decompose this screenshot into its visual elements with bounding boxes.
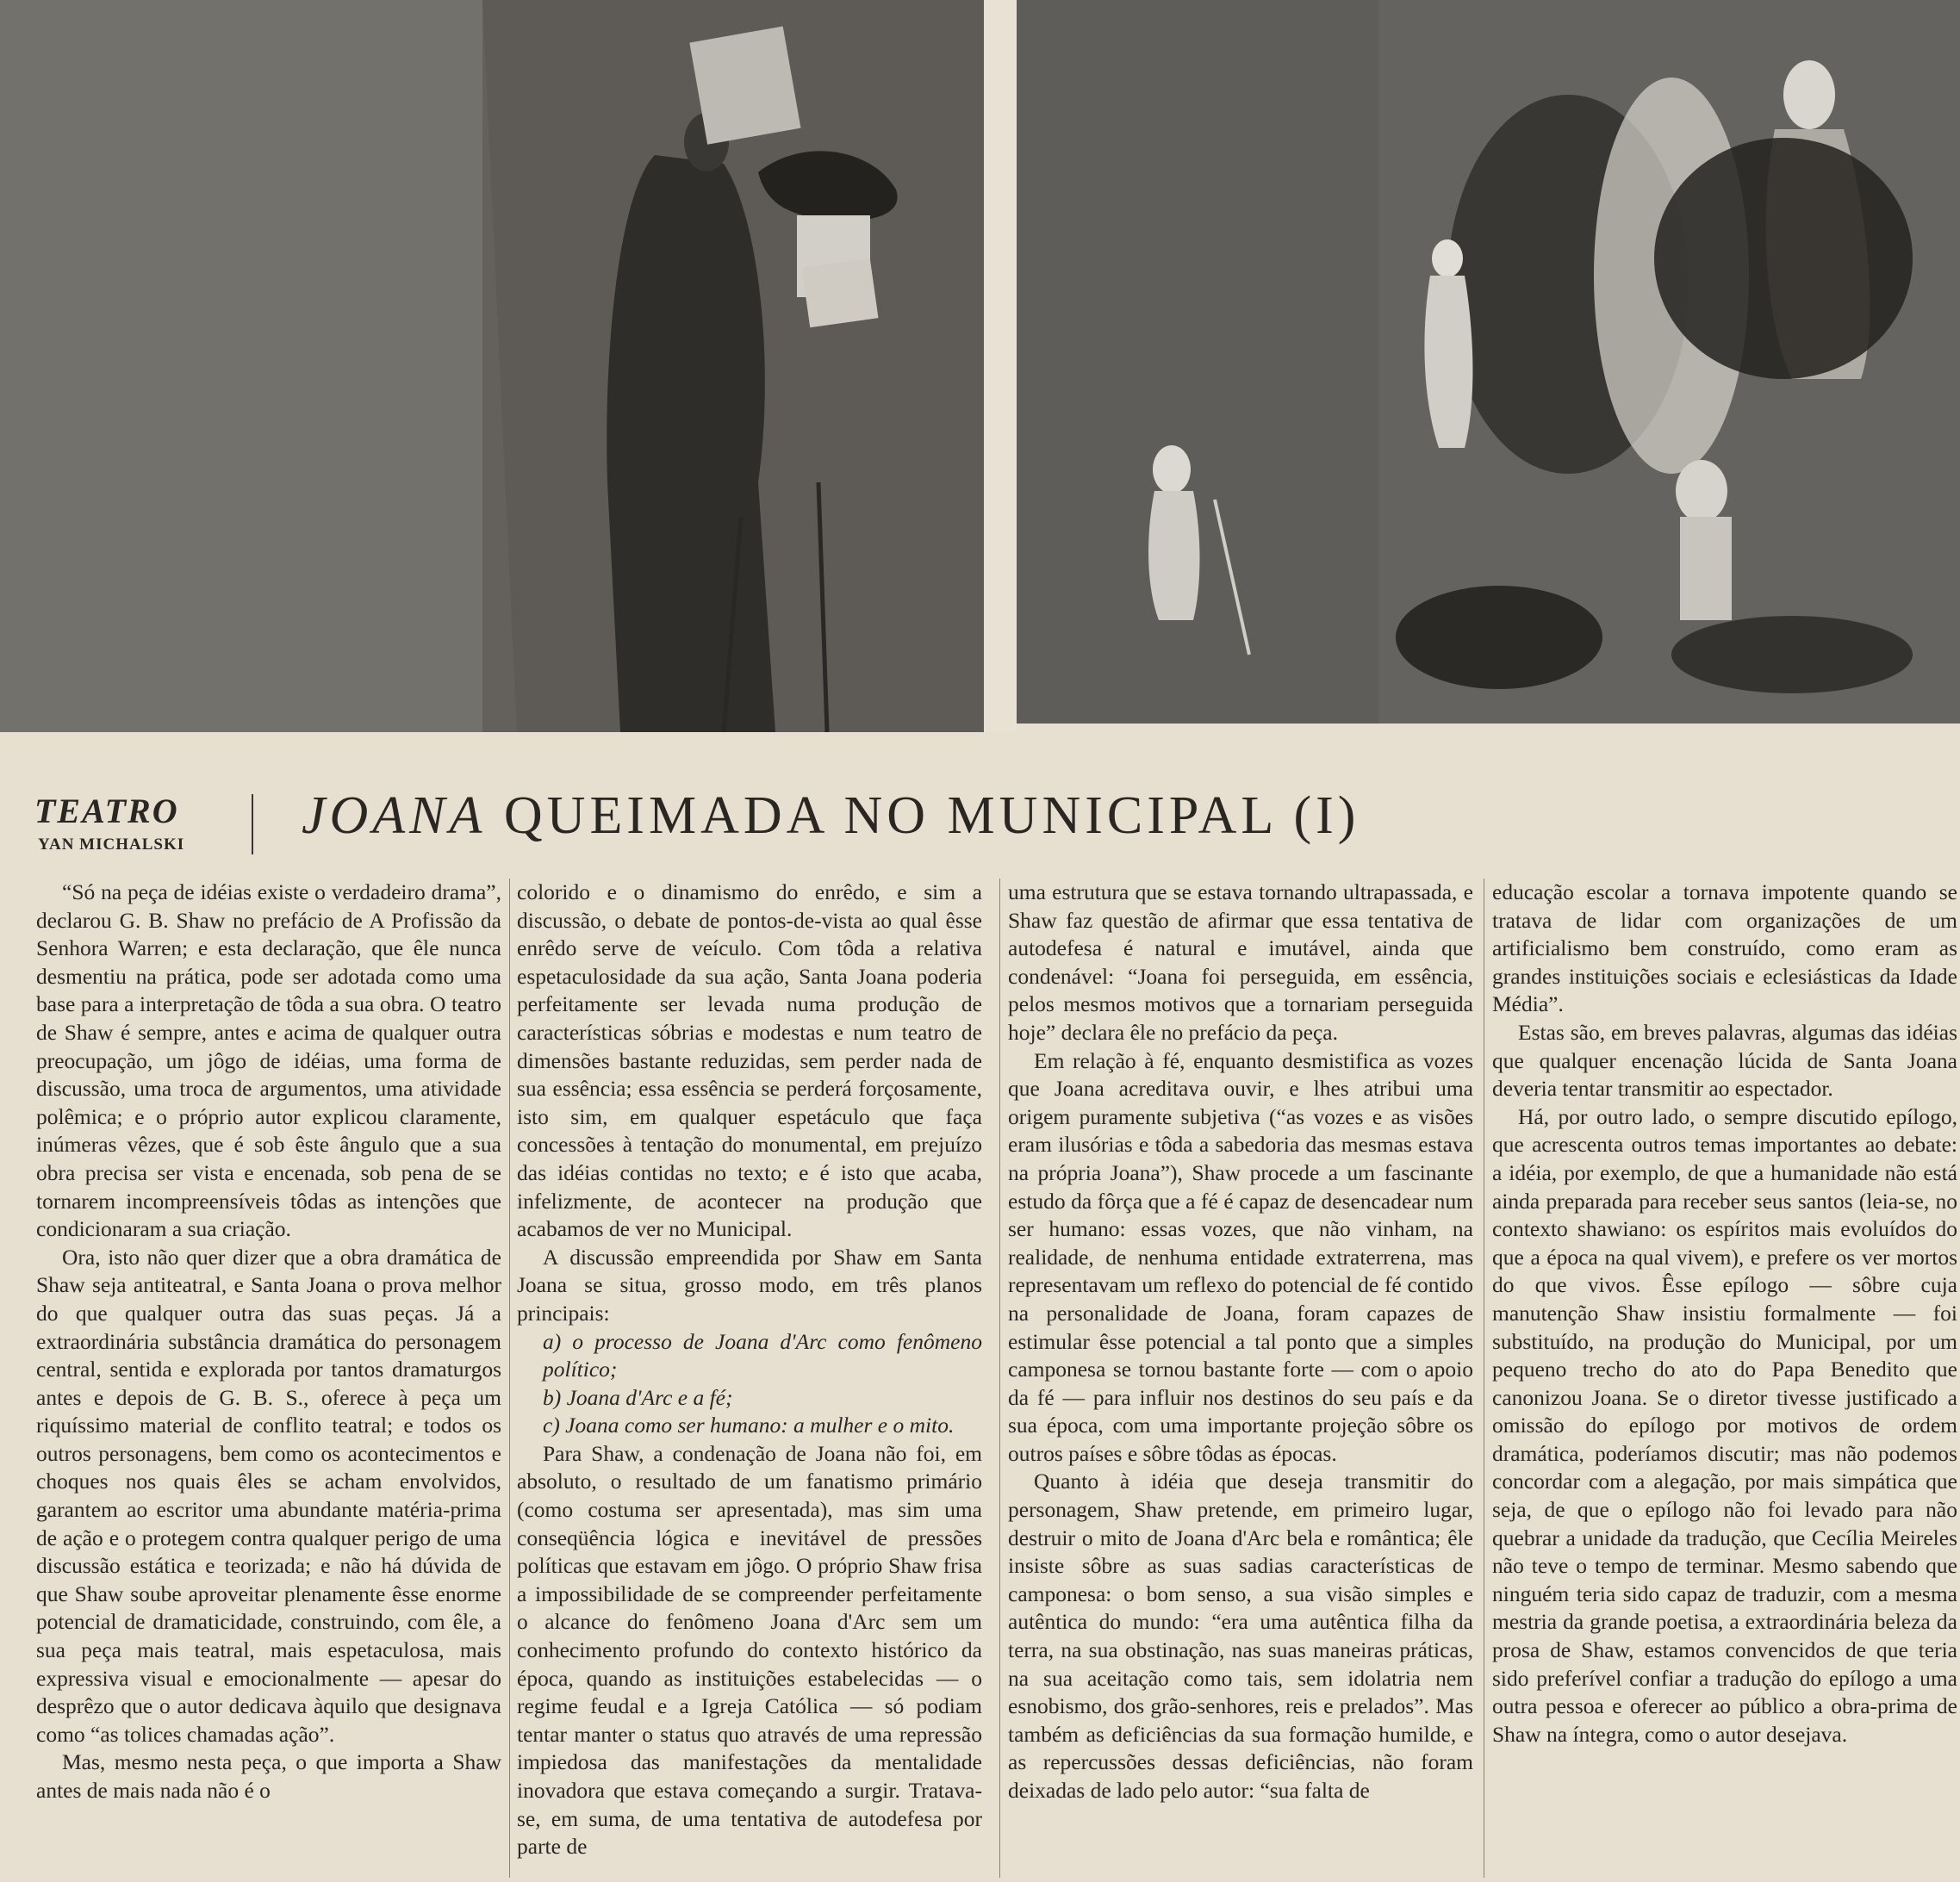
- stage-photo-left: [0, 0, 984, 732]
- column-rule: [999, 879, 1000, 1878]
- headline-rest: QUEIMADA NO MUNICIPAL (I): [503, 786, 1360, 845]
- paragraph: uma estrutura que se estava tornando ultrapassada, e Shaw faz questão de afirmar que essa tentativa de autodefesa é natural e imutável, ainda que condenável: “Joana foi perseguida, em essência, pelos mesmos motivos que a tornariam perseguida hoje” declara êle no prefácio da peça.: [1008, 879, 1473, 1045]
- paragraph: Mas, mesmo nesta peça, o que importa a Shaw antes de mais nada não é o: [36, 1749, 501, 1803]
- stage-photo-left-image: [0, 0, 984, 732]
- paragraph: Quanto à idéia que deseja transmitir do personagem, Shaw pretende, em primeiro lugar, destruir o mito de Joana d'Arc bela e romântica; êle insiste sôbre as suas sadias características de camponesa: o bom senso, a sua visão simples e autêntica do mundo: “era uma autêntica filha da terra, na sua obstinação, nas suas maneiras práticas, na sua aceitação como tais, sem idolatria nem esnobismo, dos grão-senhores, reis e prelados”. Mas também as deficiências da sua formação humilde, e as repercussões dessas deficiências, não foram deixadas de lado pelo autor: “sua falta de: [1008, 1469, 1473, 1803]
- paragraph: educação escolar a tornava impotente quando se tratava de lidar com organizações de um artificialismo bem construído, como eram as grandes instituições sociais e eclesiásticas da Idade Média”.: [1492, 879, 1957, 1017]
- list-item: b) Joana d'Arc e a fé;: [543, 1384, 733, 1410]
- photo-gutter: [984, 0, 1017, 732]
- section-label: TEATRO: [34, 792, 179, 830]
- column-rule: [509, 879, 510, 1878]
- paragraph: A discussão empreendida por Shaw em Santa Joana se situa, grosso modo, em três planos principais:: [517, 1244, 982, 1326]
- article-column-2: [517, 879, 982, 1878]
- article-column-4: [1492, 879, 1957, 1878]
- stage-photo-right: [1017, 0, 1960, 724]
- stage-photo-right-image: [1017, 0, 1960, 724]
- article-column-1: [36, 879, 501, 1878]
- paragraph: colorido e o dinamismo do enrêdo, e sim a discussão, o debate de pontos-de-vista ao qual êsse enrêdo serve de veículo. Com tôda a relativa espetaculosidade da sua ação, Santa Joana poderia perfeitamente ser levada numa produção de características sóbrias e modestas e num teatro de dimensões bastante reduzidas, sem perder nada de sua essência; essa essência se perderá forçosamente, isto sim, em qualquer espetáculo que faça concessões à tentação do monumental, em prejuízo das idéias contidas no texto; e é isto que acaba, infelizmente, de acontecer na produção que acabamos de ver no Municipal.: [517, 879, 982, 1242]
- paragraph: “Só na peça de idéias existe o verdadeiro drama”, declarou G. B. Shaw no prefácio de A Profissão da Senhora Warren; e esta declaração, que êle nunca desmentiu na prática, pode ser adotada como uma base para a interpretação de tôda a sua obra. O teatro de Shaw é sempre, antes e acima de qualquer outra preocupação, um jôgo de idéias, uma forma de discussão, uma troca de argumentos, uma atividade polêmica; e o próprio autor explicou claramente, inúmeras vêzes, que é sob êste ângulo que a sua obra precisa ser vista e encenada, sob pena de se tornarem incompreensíveis tôdas as intenções que condicionaram a sua criação.: [36, 879, 501, 1242]
- article-body: [19, 879, 1957, 1878]
- author-byline: YAN MICHALSKI: [38, 835, 185, 854]
- article-masthead: [26, 775, 1934, 870]
- list-item: c) Joana como ser humano: a mulher e o mito.: [543, 1413, 955, 1438]
- headline-italic: JOANA: [302, 786, 487, 845]
- paragraph: Há, por outro lado, o sempre discutido epílogo, que acrescenta outros temas importantes ao debate: a idéia, por exemplo, de que a humanidade não está ainda preparada para receber seus santos (leia-se, no contexto shawiano: os espíritos mais evoluídos do que a época na qual vivem), e prefere os ver mortos do que vivos. Êsse epílogo — sôbre cuja manutenção Shaw insistiu formalmente — foi substituído, na produção do Municipal, por um pequeno trecho do ato do Papa Benedito que canonizou Joana. Se o diretor tivesse justificado a omissão do epílogo por motivos de ordem dramática, poderíamos discutir; mas não podemos concordar com a alegação, por mais simpática que seja, de que o epílogo não foi levado para não quebrar a unidade da tradução, que Cecília Meireles não teve o tempo de terminar. Mesmo sabendo que ninguém teria sido capaz de traduzir, com a mesma mestria da grande poetisa, a extraordinária beleza da prosa de Shaw, estamos convencidos de que teria sido preferível confiar a tradução do epílogo a uma outra pessoa e oferecer ao público a obra-prima de Shaw na íntegra, como o autor desejava.: [1492, 1103, 1957, 1747]
- paragraph: Para Shaw, a condenação de Joana não foi, em absoluto, o resultado de um fanatismo primário (como costuma ser apresentada), mas sim uma conseqüência lógica e inevitável de pressões políticas que estavam em jôgo. O próprio Shaw frisa a impossibilidade de se compreender perfeitamente o alcance do fenômeno Joana d'Arc sem um conhecimento profundo do contexto histórico da época, quando as instituições estabelecidas — o regime feudal e a Igreja Católica — só podiam tentar manter o status quo através de uma repressão impiedosa das manifestações da mentalidade inovadora que estava começando a surgir. Tratava-se, em suma, de uma tentativa de autodefesa por parte de: [517, 1440, 982, 1860]
- headline: [302, 786, 1360, 847]
- article-column-3: [1008, 879, 1473, 1878]
- paragraph: Estas são, em breves palavras, algumas das idéias que qualquer encenação lúcida de Santa Joana deveria tentar transmitir ao espectador.: [1492, 1019, 1957, 1102]
- paragraph: Em relação à fé, enquanto desmistifica as vozes que Joana acreditava ouvir, e lhes atribui uma origem puramente subjetiva (“as vozes e as visões eram ilusórias e tôda a sabedoria das mesmas estava na própria Joana”), Shaw procede a um fascinante estudo da fôrça que a fé é capaz de desencadear num ser humano: essas vozes, que não vinham, na realidade, de nenhuma entidade extraterrena, mas representavam um reflexo do potencial de fé contido na personalidade de Joana, foram capazes de estimular êsse potencial a tal ponto que a simples camponesa se tornou bastante forte — com o apoio da fé — para influir nos destinos do seu país e da sua época, com uma importante projeção sôbre os outros países e sôbre tôdas as épocas.: [1008, 1047, 1473, 1466]
- list-item: a) o processo de Joana d'Arc como fenômeno político;: [543, 1328, 982, 1382]
- paragraph: Ora, isto não quer dizer que a obra dramática de Shaw seja antiteatral, e Santa Joana o prova melhor do que qualquer outra das suas peças. Já a extraordinária substância dramática do personagem central, sentida e explorada por tantos dramaturgos antes e depois de G. B. S., oferece à peça um riquíssimo material de conflito teatral; e todos os outros personagens, bem como os acontecimentos e choques nos quais êles se acham envolvidos, garantem ao escritor uma abundante matéria-prima de ação e o protegem contra qualquer perigo de uma discussão estática e teorizada; e não há dúvida de que Shaw soube aproveitar plenamente êsse enorme potencial de dramaticidade, construindo, com êle, a sua peça mais teatral, mais espetaculosa, mais expressiva visual e emocionalmente — apesar do desprêzo que o autor dedicava àquilo que designava como “as tolices chamadas ação”.: [36, 1244, 501, 1747]
- masthead-divider: [252, 794, 253, 854]
